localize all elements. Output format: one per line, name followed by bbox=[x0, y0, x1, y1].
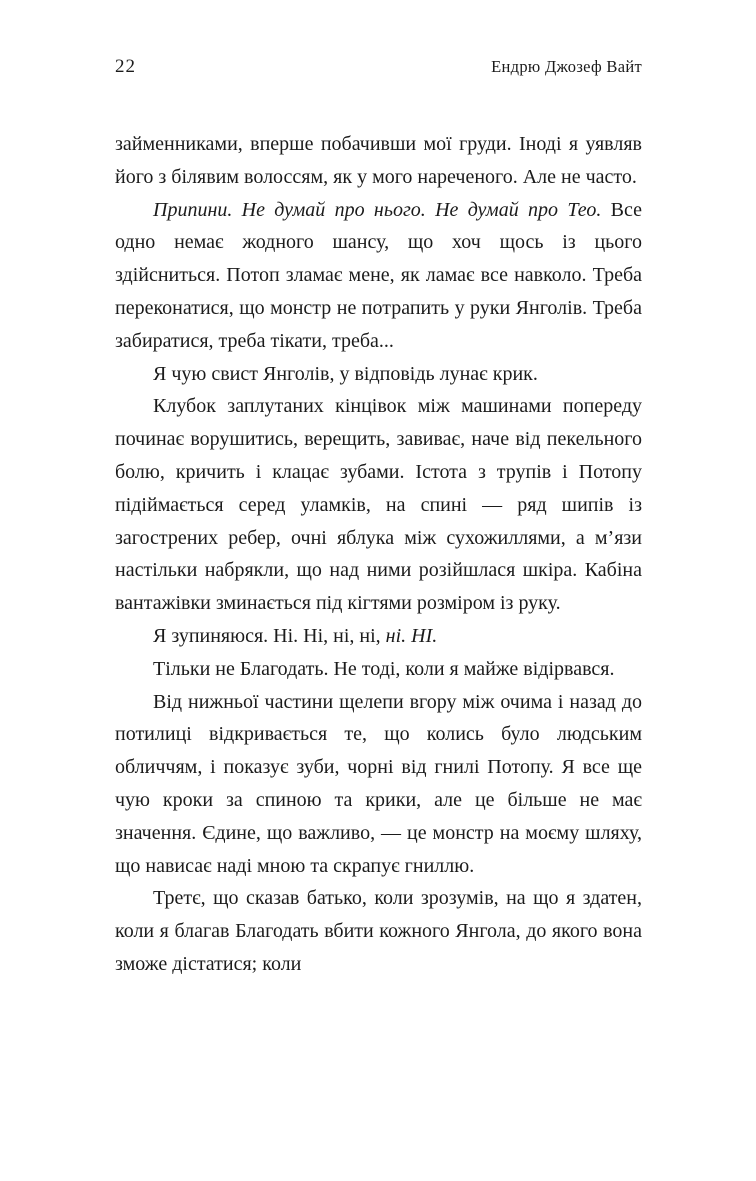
paragraph bbox=[115, 882, 642, 980]
paragraph-text: займенниками, вперше побачивши мої груди. Іноді я уявляв його з білявим волоссям, як у мого нареченого. Але не часто. bbox=[115, 133, 642, 188]
paragraph-text: Тільки не Благодать. Не тоді, коли я майже відірвався. bbox=[153, 657, 615, 680]
paragraph-text: Все одно немає жодного шансу, що хоч щось із цього здійсниться. Потоп зламає мене, як ламає все навколо. Треба переконатися, що монстр не потрапить у руки Янголів. Треба забиратися, треба тікати, треба... bbox=[115, 198, 642, 352]
paragraph bbox=[115, 653, 642, 686]
paragraph bbox=[115, 686, 642, 883]
paragraph-text: Я чую свист Янголів, у відповідь лунає крик. bbox=[153, 362, 538, 385]
paragraph bbox=[115, 194, 642, 358]
paragraph bbox=[115, 620, 642, 653]
paragraph bbox=[115, 390, 642, 620]
paragraph-text: Клубок заплутаних кінцівок між машинами попереду починає ворушитись, верещить, завиває, наче від пекельного болю, кричить і клацає зубами. Істота з трупів і Потопу підіймається серед уламків, на спині — ряд шипів із загострених ребер, очні яблука між сухожиллями, а м’язи настільки набрякли, що над ними розійшлася шкіра. Кабіна вантажівки зминається під кігтями розміром із руку. bbox=[115, 395, 642, 615]
paragraph-text: Я зупиняюся. Ні. Ні, ні, ні, bbox=[153, 624, 386, 647]
running-header bbox=[115, 56, 642, 78]
body-text bbox=[115, 128, 642, 981]
author-name: Ендрю Джозеф Вайт bbox=[491, 57, 642, 76]
paragraph-text-italic: ні. НІ. bbox=[385, 624, 438, 647]
paragraph-text: Від нижньої частини щелепи вгору між очима і назад до потилиці відкривається те, що колись було людським обличчям, і показує зуби, чорні від гнилі Потопу. Я все ще чую кроки за спиною та крики, але це більше не має значення. Єдине, що важливо, — це монстр на моєму шляху, що нависає наді мною та скрапує гниллю. bbox=[115, 690, 642, 877]
paragraph-text-italic: Припини. Не думай про нього. Не думай про Тео. bbox=[153, 198, 611, 221]
paragraph bbox=[115, 128, 642, 194]
paragraph-text: Третє, що сказав батько, коли зрозумів, на що я здатен, коли я благав Благодать вбити кожного Янгола, до якого вона зможе дістатися; коли bbox=[115, 887, 642, 975]
page-number: 22 bbox=[115, 56, 136, 77]
paragraph bbox=[115, 358, 642, 391]
